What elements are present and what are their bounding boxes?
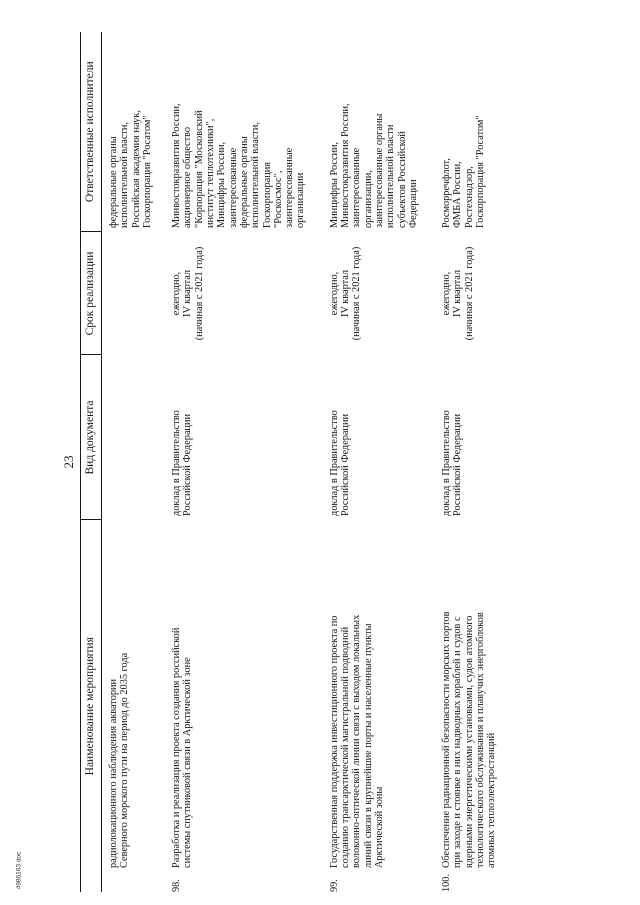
responsible-cell	[102, 32, 172, 232]
text-line: Минвостокразвития России,	[340, 103, 352, 228]
text-line: созданию трансарктической магистральной подводной	[340, 626, 352, 868]
text-line: Минцифры России,	[328, 141, 340, 228]
text-line: системы спутниковой связи в Арктической зоне	[182, 657, 194, 868]
text-line: Российской Федерации	[182, 414, 194, 516]
text-line: Обеспечение радиационной безопасности морских портов	[441, 611, 453, 868]
text-line: заинтересованные	[284, 147, 296, 228]
responsible-cell	[441, 32, 505, 232]
header-document-type: Вид документа	[81, 355, 102, 520]
text-line: Минвостокразвития России,	[171, 103, 183, 228]
text-line: заинтересованные органы	[373, 113, 385, 228]
deadline-cell	[441, 232, 505, 355]
document-type-cell	[329, 355, 441, 520]
table-row	[102, 32, 172, 892]
measure-name-cell	[171, 520, 329, 872]
document-type-cell	[102, 355, 172, 520]
text-line: при заходе и стоянке в них надводных кораблей и судов с	[452, 616, 464, 868]
text-line: организации,	[362, 170, 374, 228]
responsible-cell	[329, 32, 441, 232]
deadline-cell	[102, 232, 172, 355]
text-line: заинтересованные	[351, 147, 363, 228]
text-line: Российской Федерации	[452, 414, 464, 516]
text-line: доклад в Правительство	[171, 410, 183, 516]
footer	[8, 839, 22, 899]
text-line: Арктической зоны	[373, 786, 385, 868]
text-line: организации	[295, 172, 307, 228]
text-line: Росморречфлот,	[441, 158, 453, 228]
document-type-cell	[171, 355, 329, 520]
text-line: Госкорпорация "Росатом"	[475, 115, 487, 228]
table-row	[441, 32, 505, 892]
deadline-cell	[171, 232, 329, 355]
text-line: (начиная с 2021 года)	[351, 246, 363, 341]
text-line: Государственная поддержка инвестиционного проекта по	[328, 615, 340, 868]
text-line: ежегодно,	[171, 271, 183, 316]
text-line: доклад в Правительство	[441, 410, 453, 516]
text-line: Разработка и реализация проекта создания российской	[171, 627, 183, 868]
text-line: Ростехнадзор,	[463, 166, 475, 228]
text-line: линий связи в крупнейшие порты и населенные пункты	[362, 623, 374, 868]
responsible-cell	[171, 32, 329, 232]
document-page	[61, 32, 560, 892]
text-line: ФМБА России,	[452, 161, 464, 228]
header-deadline: Срок реализации	[81, 232, 102, 355]
text-line: волоконно-оптической линии связи с выходом локальных	[351, 614, 363, 868]
deadline-cell	[329, 232, 441, 355]
text-line: IV квартал	[452, 269, 464, 317]
row-number: 99.	[328, 879, 340, 892]
row-number: 98.	[171, 879, 183, 892]
text-line: исполнительной власти,	[250, 121, 262, 228]
row-number	[102, 872, 172, 892]
row-number: 100.	[441, 873, 453, 892]
text-line: федеральные органы	[108, 136, 119, 228]
text-line: Российской Федерации	[340, 414, 352, 516]
text-line: IV квартал	[182, 269, 194, 317]
measures-table	[80, 32, 506, 892]
text-line: акционерное общество	[182, 126, 194, 228]
text-line: Госкорпорация	[261, 162, 273, 228]
measure-name-cell	[441, 520, 505, 872]
text-line: технологического обслуживания и плавучих энергоблоков	[475, 612, 487, 868]
header-responsible: Ответственные исполнители	[81, 32, 102, 232]
text-line: ежегодно,	[441, 271, 453, 316]
text-line: заинтересованные	[227, 147, 239, 228]
text-line: Российская академия наук,	[130, 110, 142, 228]
text-line: Минцифры России,	[216, 141, 228, 228]
header-measure-name: Наименование мероприятия	[81, 520, 102, 892]
text-line: атомных теплоэлектростанций	[486, 732, 498, 868]
text-line: исполнительной власти,	[119, 121, 131, 228]
text-line: "Роскосмос",	[272, 170, 284, 228]
text-line: Федерации	[407, 179, 419, 228]
table-row	[171, 32, 329, 892]
text-line: радиолокационного наблюдения акватории	[108, 678, 119, 868]
document-type-cell	[441, 355, 505, 520]
text-line: ядерными энергетическими установками, судов атомного	[463, 615, 475, 868]
measure-name-cell	[329, 520, 441, 872]
text-line: "Корпорация "Московский	[193, 110, 205, 228]
table-header-row	[81, 32, 102, 892]
file-code: 4986163.doc	[15, 851, 23, 890]
text-line: институт теплотехники",	[205, 118, 217, 228]
table-row	[329, 32, 441, 892]
measure-name-cell	[102, 520, 172, 872]
text-line: ежегодно,	[328, 271, 340, 316]
text-line: доклад в Правительство	[328, 410, 340, 516]
page-number: 23	[61, 455, 76, 469]
text-line: федеральные органы	[238, 136, 250, 228]
text-line: (начиная с 2021 года)	[193, 246, 205, 341]
text-line: исполнительной власти	[385, 124, 397, 228]
text-line: Госкорпорация "Росатом"	[141, 115, 153, 228]
text-line: Северного морского пути на период до 2035 года	[119, 652, 131, 868]
text-line: (начиная с 2021 года)	[463, 246, 475, 341]
text-line: субъектов Российской	[396, 131, 408, 228]
text-line: IV квартал	[340, 269, 352, 317]
